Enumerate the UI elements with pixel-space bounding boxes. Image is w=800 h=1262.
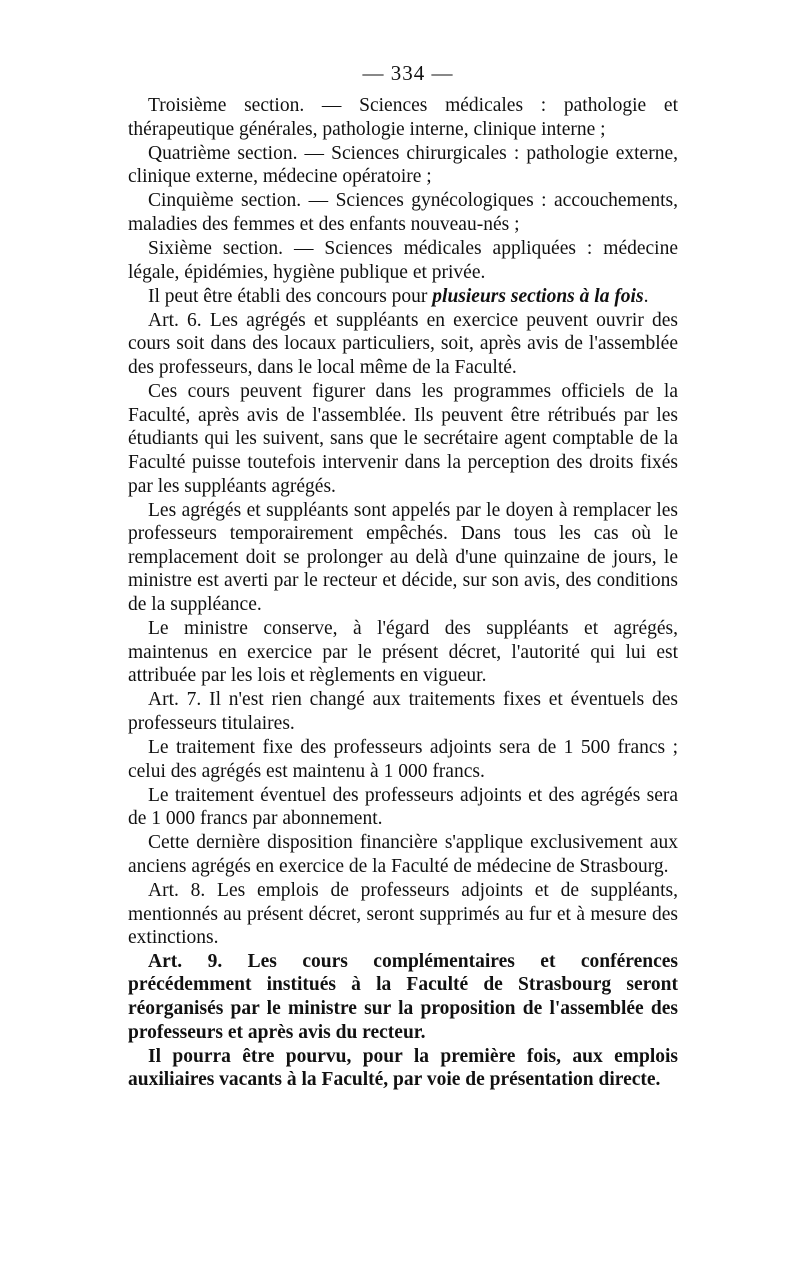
document-page	[128, 58, 678, 1092]
paragraph-traitement-fixe: Le traitement fixe des professeurs adjoints sera de 1 500 francs ; celui des agrégés est maintenu à 1 000 francs.	[128, 737, 678, 782]
paragraph-cours-programmes: Ces cours peuvent figurer dans les programmes officiels de la Faculté, après avis de l'assemblée. Ils peuvent être rétribués par les étudiants qui les suivent, sans que le secrétaire agent comptable de la Faculté puisse toutefois intervenir dans la perception des droits fixés par les suppléants agrégés.	[128, 381, 678, 497]
paragraph-section-3: Troisième section. — Sciences médicales : pathologie et thérapeutique générales, pathologie interne, clinique interne ;	[128, 95, 678, 140]
paragraph-concours	[128, 285, 678, 309]
paragraph-section-5: Cinquième section. — Sciences gynécologiques : accouchements, maladies des femmes et des enfants nouveau-nés ;	[128, 190, 678, 235]
paragraph-art-9: Art. 9. Les cours complémentaires et conférences précédemment institués à la Faculté de Strasbourg seront réorganisés par le ministre sur la proposition de l'assemblée des professeurs et après avis du recteur.	[128, 950, 678, 1043]
concours-emphasis: plusieurs sections à la fois	[432, 285, 644, 307]
concours-text: Il peut être établi des concours pour	[148, 285, 433, 307]
page-number: — 334 —	[362, 61, 454, 85]
paragraph-emplois-auxiliaires: Il pourra être pourvu, pour la première fois, aux emplois auxiliaires vacants à la Faculté, par voie de présentation directe.	[128, 1045, 678, 1091]
paragraph-art-8: Art. 8. Les emplois de professeurs adjoints et de suppléants, mentionnés au présent décret, seront supprimés au fur et à mesure des extinctions.	[128, 880, 678, 949]
paragraph-section-4: Quatrième section. — Sciences chirurgicales : pathologie externe, clinique externe, médecine opératoire ;	[128, 142, 678, 188]
paragraph-art-6: Art. 6. Les agrégés et suppléants en exercice peuvent ouvrir des cours soit dans des locaux particuliers, soit, après avis de l'assemblée des professeurs, dans le local même de la Faculté.	[128, 309, 678, 379]
concours-period: .	[643, 285, 649, 307]
paragraph-disposition-financiere: Cette dernière disposition financière s'applique exclusivement aux anciens agrégés en exercice de la Faculté de médecine de Strasbourg.	[128, 832, 678, 877]
paragraph-section-6: Sixième section. — Sciences médicales appliquées : médecine légale, épidémies, hygiène publique et privée.	[128, 238, 678, 283]
bold-block	[128, 950, 678, 1092]
paragraph-art-7: Art. 7. Il n'est rien changé aux traitements fixes et éventuels des professeurs titulaires.	[128, 689, 678, 734]
paragraph-ministre-autorite: Le ministre conserve, à l'égard des suppléants et agrégés, maintenus en exercice par le présent décret, l'autorité qui lui est attribuée par les lois et règlements en vigueur.	[128, 618, 678, 687]
paragraph-remplacement: Les agrégés et suppléants sont appelés par le doyen à remplacer les professeurs temporairement empêchés. Dans tous les cas où le remplacement doit se prolonger au delà d'une quinzaine de jours, le ministre est averti par le recteur et décide, sur son avis, des conditions de la suppléance.	[128, 499, 678, 615]
paragraph-traitement-eventuel: Le traitement éventuel des professeurs adjoints et des agrégés sera de 1 000 francs par abonnement.	[128, 784, 678, 830]
